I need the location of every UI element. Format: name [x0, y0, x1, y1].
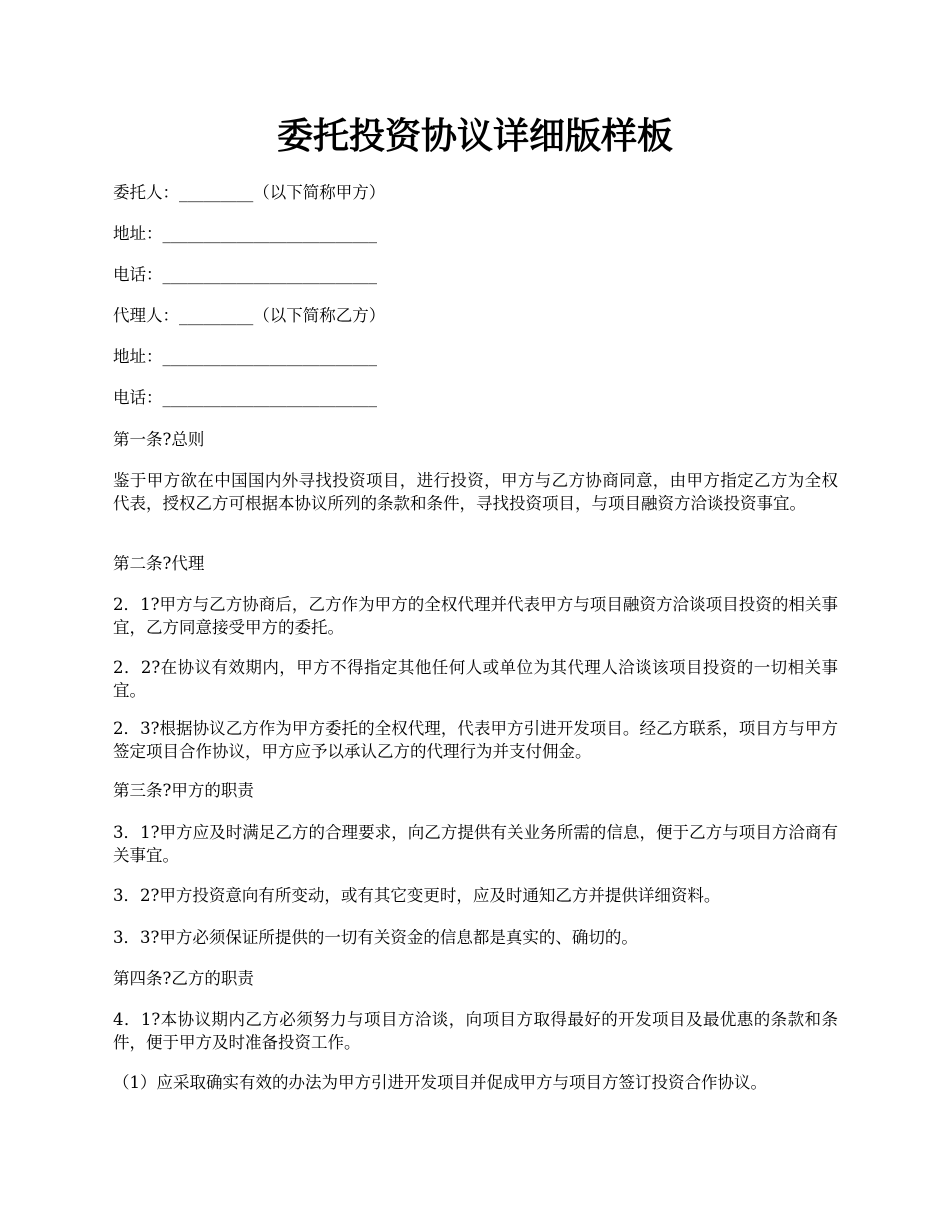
article2-heading: 第二条?代理: [113, 554, 205, 573]
article3-heading: 第三条?甲方的职责: [113, 781, 254, 800]
article1-text: 鉴于甲方欲在中国国内外寻找投资项目，进行投资，甲方与乙方协商同意，由甲方指定乙方为全权代表，授权乙方可根据本协议所列的条款和条件，寻找投资项目，与项目融资方洽谈投资事宜。: [113, 471, 838, 513]
party-a-phone-line: 电话：__________________________: [113, 265, 377, 284]
principal-line: 委托人：_________（以下简称甲方）: [113, 183, 386, 202]
party-a-address-line: 地址：__________________________: [113, 224, 377, 243]
article2-clause3: 2．3?根据协议乙方作为甲方委托的全权代理，代表甲方引进开发项目。经乙方联系，项目方与甲方签定项目合作协议，甲方应予以承认乙方的代理行为并支付佣金。: [113, 719, 838, 761]
article4-heading: 第四条?乙方的职责: [113, 969, 254, 988]
party-b-phone-line: 电话：__________________________: [113, 388, 377, 407]
article3-clause2: 3．2?甲方投资意向有所变动，或有其它变更时，应及时通知乙方并提供详细资料。: [113, 886, 721, 905]
article2-clause2: 2．2?在协议有效期内，甲方不得指定其他任何人或单位为其代理人洽谈该项目投资的一切相关事宜。: [113, 658, 838, 700]
agent-line: 代理人：_________（以下简称乙方）: [113, 306, 386, 325]
document-title: 委托投资协议详细版样板: [276, 115, 673, 157]
article4-clause1: 4．1?本协议期内乙方必须努力与项目方洽谈，向项目方取得最好的开发项目及最优惠的条款和条件，便于甲方及时准备投资工作。: [113, 1010, 838, 1052]
article1-heading: 第一条?总则: [113, 430, 205, 449]
article2-clause1: 2．1?甲方与乙方协商后，乙方作为甲方的全权代理并代表甲方与项目融资方洽谈项目投资的相关事宜，乙方同意接受甲方的委托。: [113, 595, 838, 637]
article3-clause1: 3．1?甲方应及时满足乙方的合理要求，向乙方提供有关业务所需的信息，便于乙方与项目方洽商有关事宜。: [113, 823, 838, 865]
article4-item1: （1）应采取确实有效的办法为甲方引进开发项目并促成甲方与项目方签订投资合作协议。: [113, 1073, 767, 1092]
article3-clause3: 3．3?甲方必须保证所提供的一切有关资金的信息都是真实的、确切的。: [113, 928, 638, 947]
party-b-address-line: 地址：__________________________: [113, 347, 377, 366]
